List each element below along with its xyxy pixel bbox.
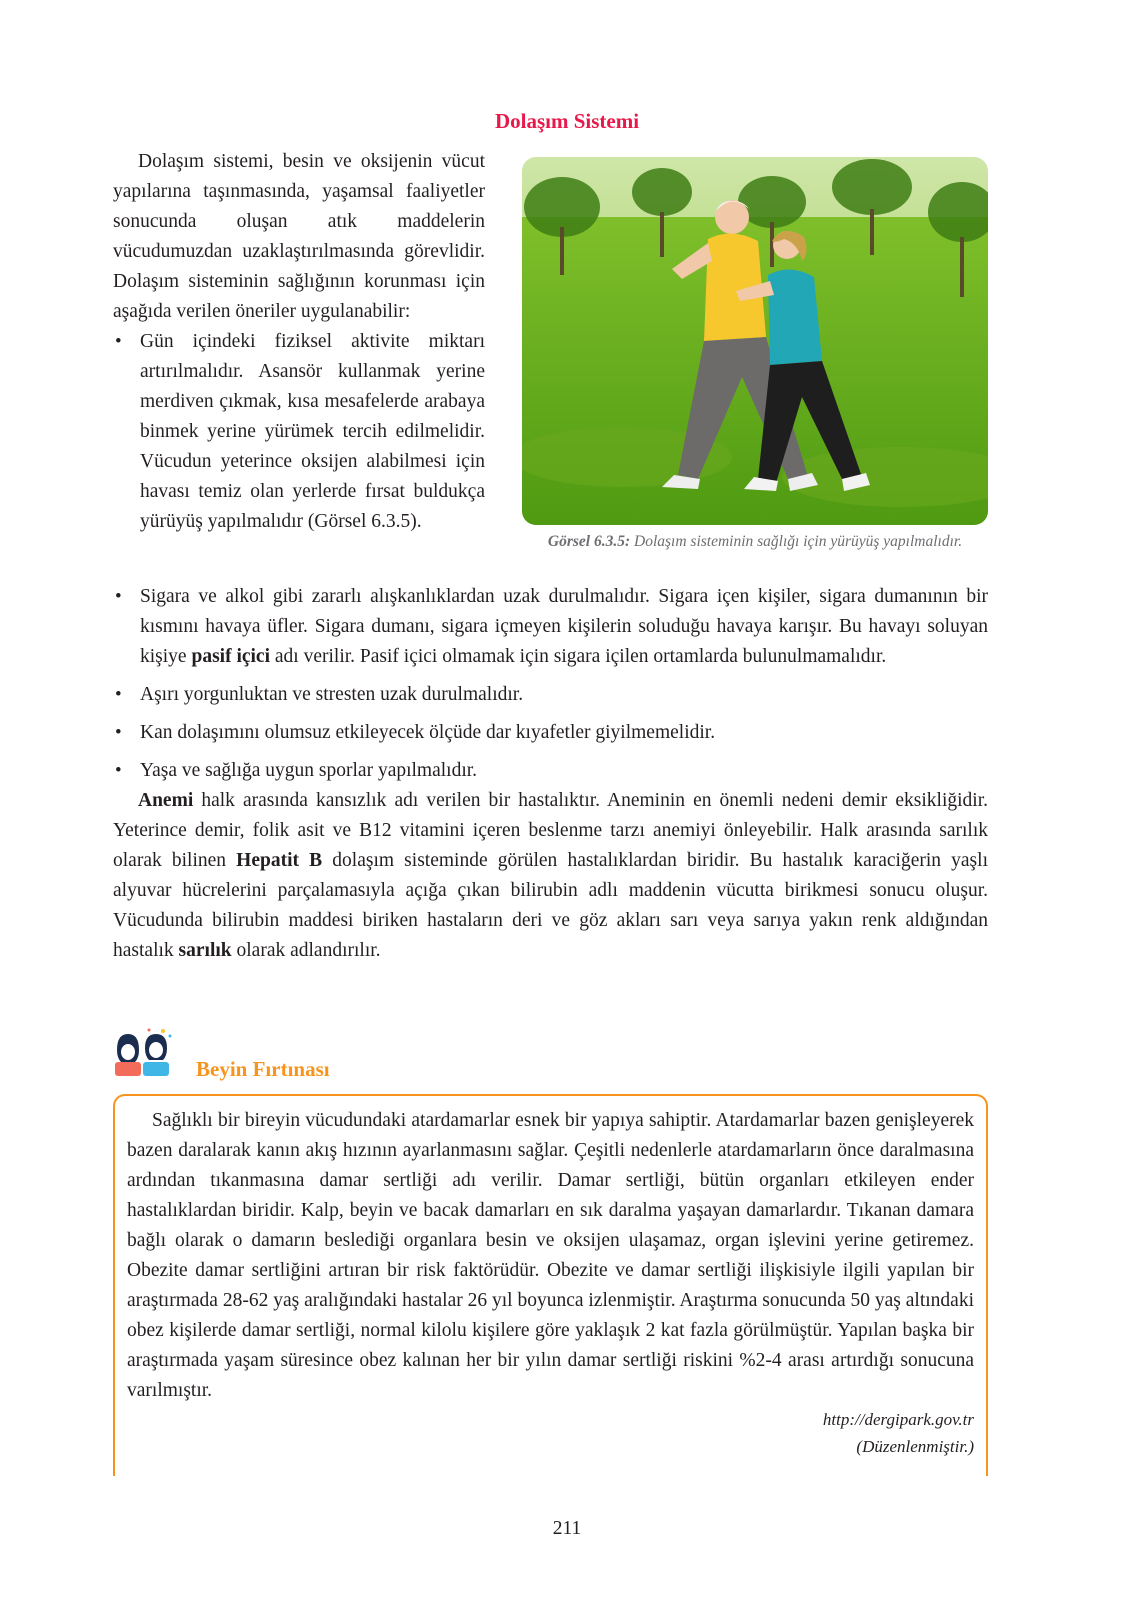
bullet-list-bottom [113, 582, 988, 786]
bullet-stress: • Aşırı yorgunluktan ve stresten uzak durulmalıdır. [113, 680, 988, 710]
page-number: 211 [552, 1518, 582, 1539]
term-passive-smoker: pasif içici [191, 646, 271, 667]
bullet-sports: • Yaşa ve sağlığa uygun sporlar yapılmalıdır. [113, 756, 988, 786]
brainstorm-icon [113, 1028, 177, 1076]
figure-label: Görsel 6.3.5: [547, 533, 631, 550]
brainstorm-source: http://dergipark.gov.tr [822, 1410, 974, 1429]
anemia-text-2: dolaşım sisteminde görülen hastalıklardan biridir. Bu hastalık karaciğerin yaşlı alyuvar hücrelerini parçalamasıyla açığa çıkan bilirubin adlı maddenin vücutta birikmesi sonucu oluşur. Vücudunda bilirubin maddesi biriken hastaların deri ve göz akları sarı veya sarıya yakın renk aldığından hastalık [113, 850, 988, 961]
term-jaundice: sarılık [178, 940, 232, 961]
page-title: Dolaşım Sistemi [494, 109, 640, 133]
walking-couple-photo [522, 157, 988, 525]
anemia-text-3: olarak adlandırılır. [231, 940, 381, 961]
main-text [113, 582, 988, 966]
bullet-physical-activity: • Gün içindeki fiziksel aktivite miktarı artırılmalıdır. Asansör kullanmak yerine merdiven çıkmak, kısa mesafelerde arabaya binmek yerine yürümek tercih edilmelidir. Vücudun yeterince oksijen alabilmesi için havası temiz olan yerlerde fırsat buldukça yürüyüş yapılmalıdır (Görsel 6.3.5). [113, 327, 485, 537]
bullet-smoking-text: Sigara ve alkol gibi zararlı alışkanlıklardan uzak durulmalıdır. Sigara içen kişiler, sigara dumanının bir kısmını havaya üfler. Sigara dumanı, sigara içmeyen kişilerin soluduğu havaya karışır. Bu havayı soluyan kişiye [140, 586, 988, 667]
intro-paragraph: Dolaşım sistemi, besin ve oksijenin vücut yapılarına taşınmasında, yaşamsal faaliyetler sonucunda oluşan atık maddelerin vücudumuzdan uzaklaştırılmasında görevlidir. Dolaşım sisteminin sağlığının korunması için aşağıda verilen öneriler uygulanabilir: [113, 151, 485, 322]
bullet-smoking-text-end: adı verilir. Pasif içici olmamak için sigara içilen ortamlarda bulunulmamalıdır. [270, 646, 887, 667]
term-hepatitis-b: Hepatit B [236, 850, 323, 871]
bullet-smoking [113, 582, 988, 672]
brainstorm-title: Beyin Fırtınası [196, 1057, 330, 1081]
bullet-clothing: • Kan dolaşımını olumsuz etkileyecek ölçüde dar kıyafetler giyilmemelidir. [113, 718, 988, 748]
brainstorm-text: Sağlıklı bir bireyin vücudundaki atardamarlar esnek bir yapıya sahiptir. Atardamarlar bazen genişleyerek bazen daralarak kanın akış hızının ayarlanmasını sağlar. Çeşitli nedenlerle atardamarların önce daralmasına ardından tıkanmasına damar sertliği adı verilir. Damar sertliği, bütün organları etkileyen ender hastalıklardan biridir. Kalp, beyin ve bacak damarları en sık daralma yaşayan damarlardır. Tıkanan damara bağlı olarak o damarın beslediği organlara besin ve oksijen ulaşamaz, organ işlevini yerine getiremez. Obezite damar sertliğini artıran bir risk faktörüdür. Obezite ve damar sertliği ilişkisiyle ilgili yapılan bir araştırmada 28-62 yaş aralığındaki hastalar 26 yıl boyunca izlenmiştir. Araştırma sonucunda 50 yaş altındaki obez kişilerde damar sertliği, normal kilolu kişilere göre yaklaşık 2 kat fazla görülmüştür. Yapılan başka bir araştırmada yaşam süresince obez kalınan her bir yılın damar sertliği riskini %2-4 arası artırdığı sonucuna varılmıştır. [127, 1110, 974, 1401]
anemia-text-1: halk arasında kansızlık adı verilen bir hastalıktır. Aneminin en önemli nedeni demir eksikliğidir. Yeterince demir, folik asit ve B12 vitamini içeren beslenme tarzı anemiyi önleyebilir. Halk arasında sarılık olarak bilinen [113, 790, 988, 871]
intro-column [113, 147, 485, 537]
figure-caption-text: Dolaşım sisteminin sağlığı için yürüyüş yapılmalıdır. [634, 533, 963, 550]
figure-caption [522, 532, 988, 552]
anemia-paragraph [113, 786, 988, 966]
term-anemia: Anemi [138, 790, 194, 811]
brainstorm-edited-note: (Düzenlenmiştir.) [856, 1437, 974, 1456]
bullet-list-top [113, 327, 485, 537]
brainstorm-box [113, 1094, 988, 1476]
